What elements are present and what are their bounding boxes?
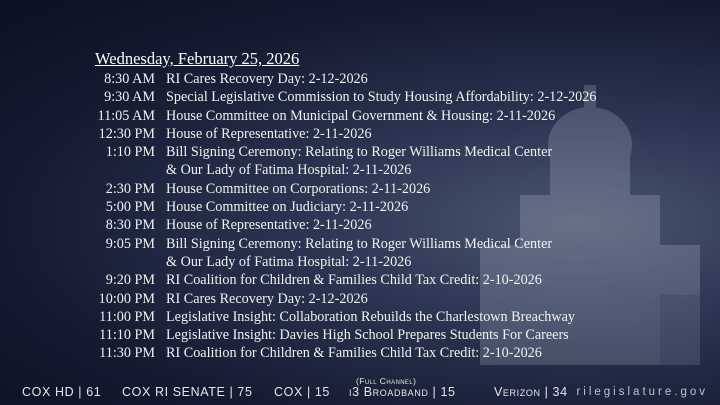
event-title: RI Cares Recovery Day: 2-12-2026 bbox=[166, 290, 368, 307]
event-time: 11:00 PM bbox=[99, 308, 155, 325]
event-row bbox=[95, 235, 695, 253]
event-title: House Committee on Judiciary: 2-11-2026 bbox=[166, 199, 409, 216]
event-title: Bill Signing Ceremony: Relating to Roger Williams Medical Center bbox=[166, 144, 553, 161]
event-time: 5:00 PM bbox=[105, 199, 155, 216]
event-time: 1:10 PM bbox=[105, 144, 155, 161]
event-title: Bill Signing Ceremony: Relating to Roger Williams Medical Center bbox=[166, 235, 553, 252]
event-title: RI Cares Recovery Day: 2-12-2026 bbox=[166, 71, 368, 87]
event-title: House of Representative: 2-11-2026 bbox=[166, 125, 372, 142]
event-row bbox=[95, 107, 695, 125]
event-title: House of Representative: 2-11-2026 bbox=[166, 217, 372, 234]
event-row bbox=[95, 88, 695, 106]
event-title: House Committee on Corporations: 2-11-2026 bbox=[166, 180, 431, 197]
channel-cox-hd: COX HD | 61 bbox=[22, 385, 102, 399]
event-time: 10:00 PM bbox=[98, 290, 155, 307]
channel-cox: COX | 15 bbox=[274, 385, 330, 399]
event-time: 11:10 PM bbox=[99, 327, 155, 344]
full-channel-note: (Full Channel) bbox=[356, 376, 417, 386]
event-time: 12:30 PM bbox=[98, 125, 155, 142]
channel-verizon: Verizon | 34 bbox=[494, 385, 568, 399]
channel-i3-broadband: i3 Broadband | 15 bbox=[349, 385, 456, 399]
channel-footer bbox=[0, 375, 720, 405]
event-time: 2:30 PM bbox=[105, 180, 155, 197]
event-time: 11:30 PM bbox=[99, 345, 155, 362]
event-title-continuation: & Our Lady of Fatima Hospital: 2-11-2026 bbox=[166, 253, 412, 270]
event-row bbox=[95, 70, 695, 88]
channel-cox-ri-senate: COX RI SENATE | 75 bbox=[122, 385, 253, 399]
event-title: Legislative Insight: Collaboration Rebuilds the Charlestown Breachway bbox=[166, 308, 575, 325]
event-row bbox=[95, 180, 695, 198]
event-row bbox=[95, 290, 695, 308]
event-row bbox=[95, 271, 695, 289]
event-time: 8:30 PM bbox=[105, 217, 155, 234]
event-list bbox=[95, 70, 695, 363]
schedule-date-heading: Wednesday, February 25, 2026 bbox=[95, 49, 300, 68]
event-title: House Committee on Municipal Government & Housing: 2-11-2026 bbox=[166, 107, 556, 124]
event-title: Special Legislative Commission to Study Housing Affordability: 2-12-2026 bbox=[166, 89, 597, 106]
event-row bbox=[95, 143, 695, 161]
event-time: 9:20 PM bbox=[105, 272, 155, 289]
event-row bbox=[95, 344, 695, 362]
event-row bbox=[95, 308, 695, 326]
event-row bbox=[95, 326, 695, 344]
event-title: RI Coalition for Children & Families Child Tax Credit: 2-10-2026 bbox=[166, 272, 542, 289]
event-row bbox=[95, 216, 695, 234]
event-time: 9:30 AM bbox=[104, 89, 155, 106]
event-title: RI Coalition for Children & Families Child Tax Credit: 2-10-2026 bbox=[166, 345, 542, 362]
schedule bbox=[95, 49, 695, 363]
event-time: 11:05 AM bbox=[97, 107, 155, 124]
event-title-continuation: & Our Lady of Fatima Hospital: 2-11-2026 bbox=[166, 162, 412, 179]
event-row bbox=[95, 125, 695, 143]
event-row bbox=[95, 198, 695, 216]
event-time: 9:05 PM bbox=[105, 235, 155, 252]
website-url: rilegislature.gov bbox=[576, 386, 708, 398]
event-time: 8:30 AM bbox=[104, 71, 155, 87]
event-title: Legislative Insight: Davies High School Prepares Students For Careers bbox=[166, 327, 569, 344]
